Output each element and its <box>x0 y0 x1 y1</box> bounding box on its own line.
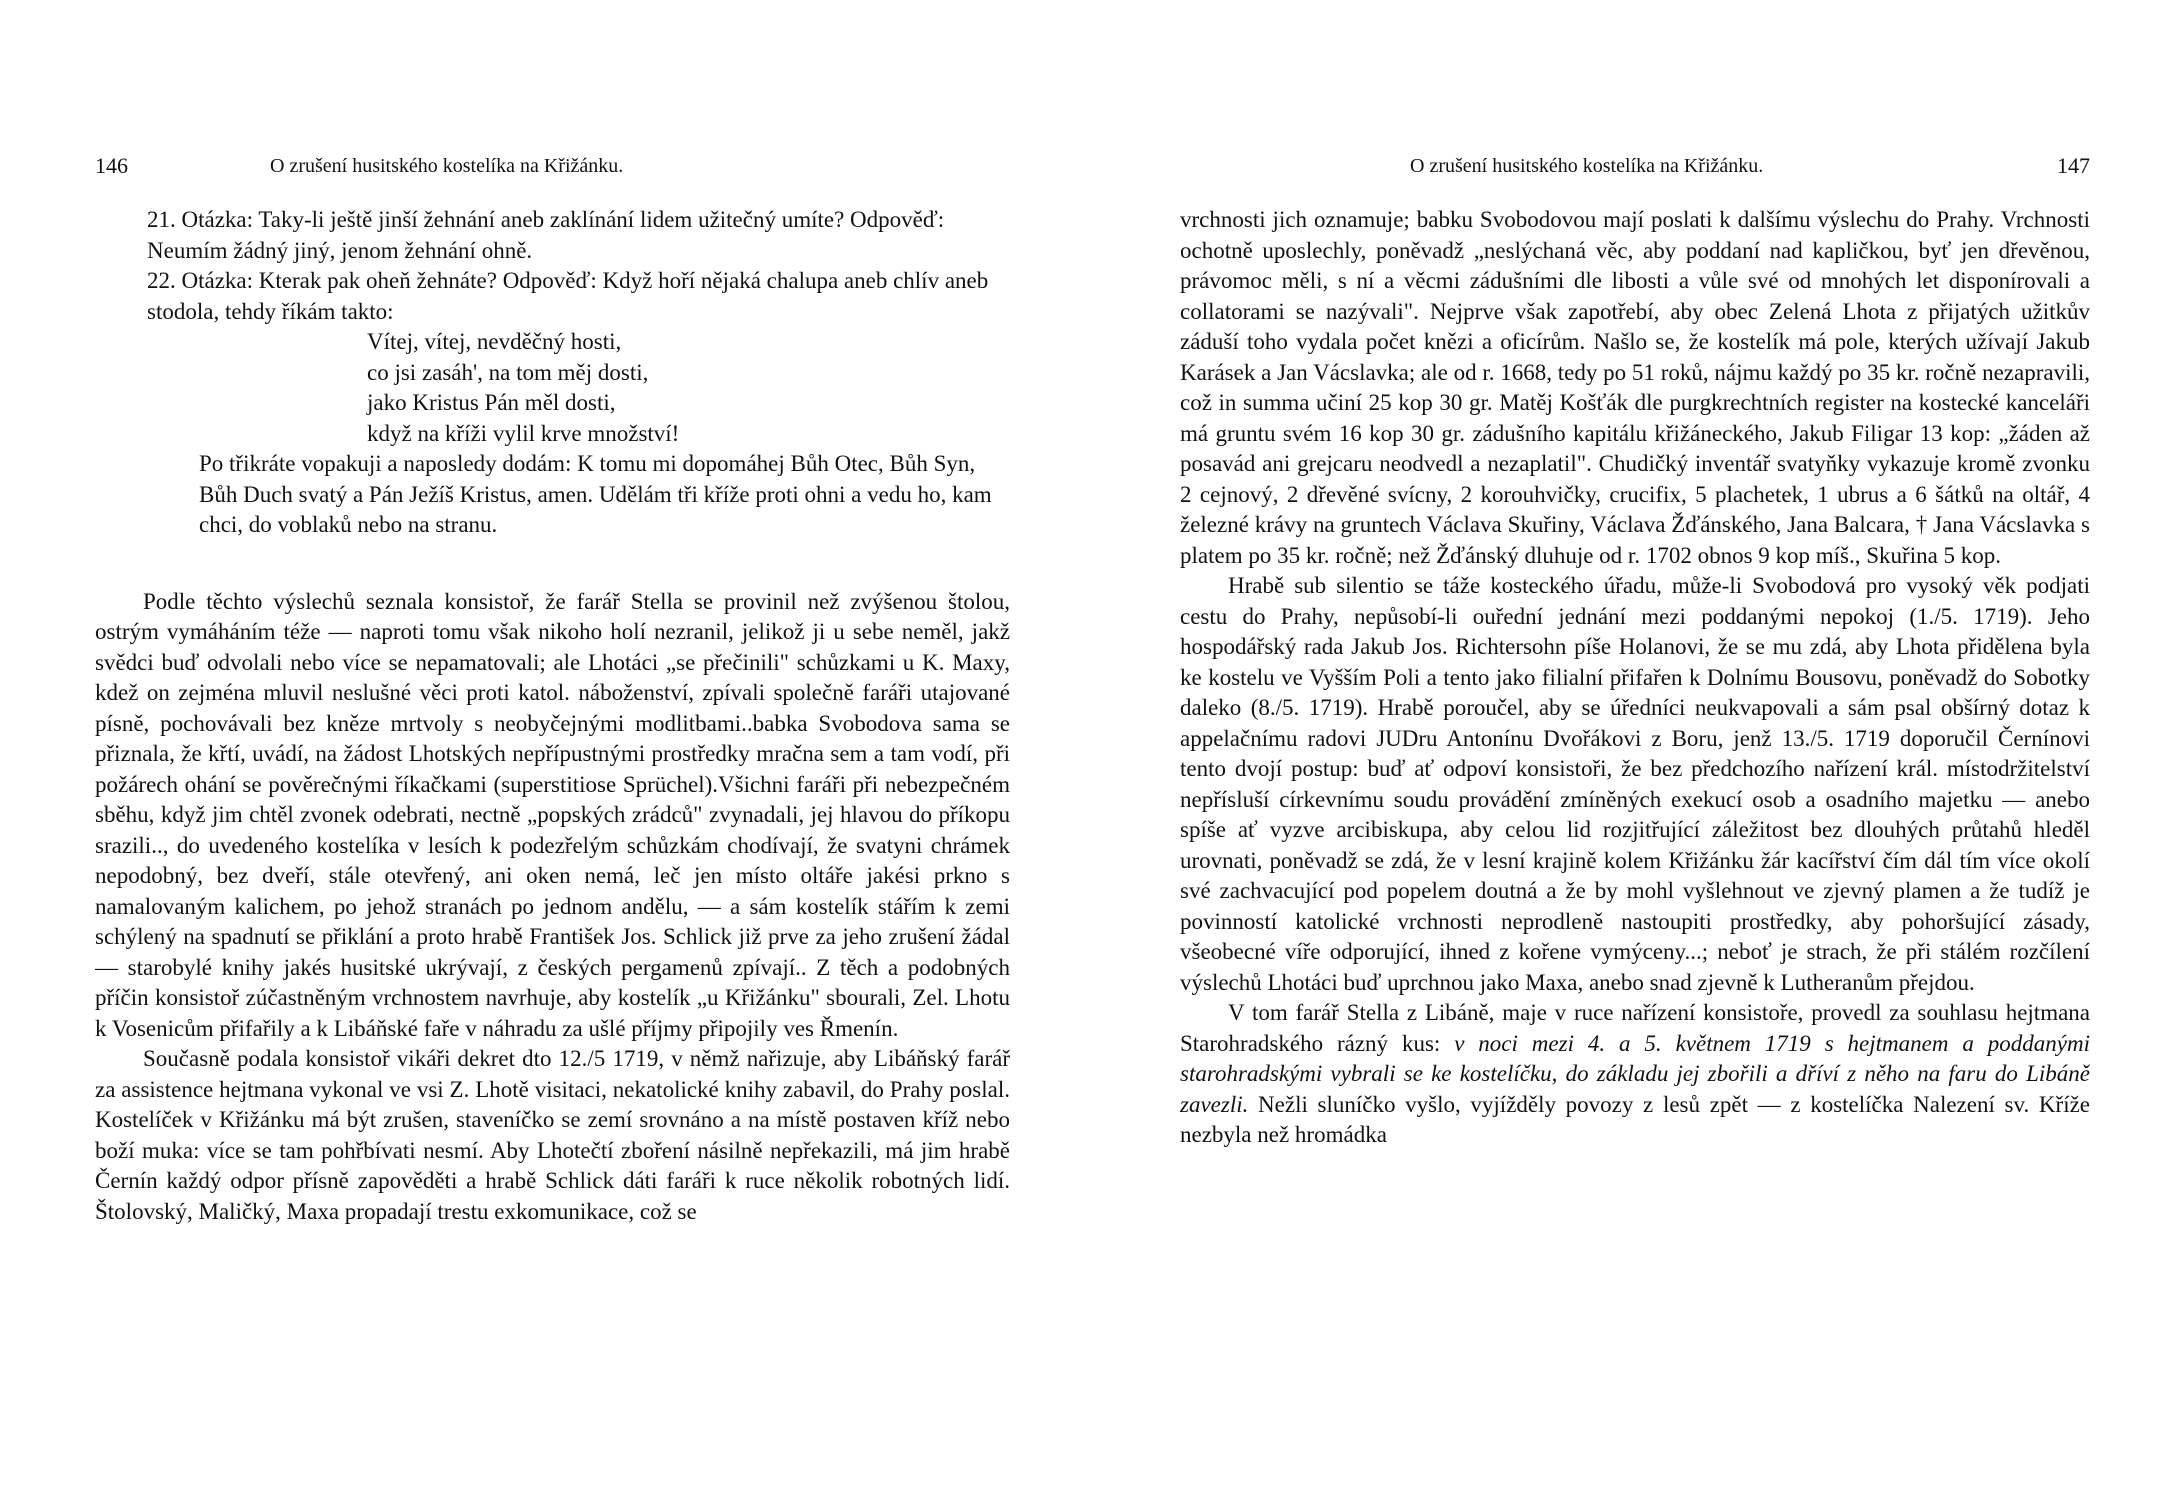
running-head-right <box>1180 150 2090 182</box>
page-body-left <box>95 205 1010 1227</box>
page-right <box>1180 0 2090 1500</box>
paragraph-italic-text: v noci mezi 4. a 5. květnem 1719 s hejtmanem a poddanými starohradskými vybrali se ke kostelíčku, do základu jej zbořili a dříví z něho na faru do Libáně zavezli. <box>1180 1030 2090 1117</box>
question-number: 22. <box>147 268 176 293</box>
paragraph-text: V tom farář Stella z Libáně, maje v ruce nařízení konsistoře, provedl za souhlasu hejtmana Starohradského rázný kus: <box>1180 1000 2090 1056</box>
question-number: 21. <box>147 207 176 232</box>
question-22 <box>147 266 1010 327</box>
question-text: Otázka: Kterak pak oheň žehnáte? Odpověď: Když hoří nějaká chalupa aneb chlív aneb stodola, tehdy říkám takto: <box>147 268 989 324</box>
paragraph: Podle těchto výslechů seznala konsistoř, že farář Stella se provinil než zvýšenou štolou, ostrým vymáháním téže — naproti tomu však nikoho holí nezranil, jelikož ji u sebe neměl, jakž svědci buď odvolali nebo více se nepamatovali; ale Lhotáci „se přečinili" schůzkami u K. Maxy, kdež on zejména mluvil neslušné věci proti katol. náboženství, zpívali společně faráři utajované písně, pochovávali bez kněze mrtvoly s neobyčejnými modlitbami..babka Svobodova sama se přiznala, že křtí, uvádí, na žádost Lhotských nepřípustnými prostředky mračna sem a tam vodí, při požárech ohání se pověrečnými říkačkami (superstitiose Sprüchel).Všichni faráři při nebezpečném sběhu, když jim chtěl zvonek odebrati, nectně „popských zrádců" zvynadali, jej hlavou do příkopu srazili.., do uvedeného kostelíka v lesích k podezřelým schůzkám chodívají, že svatyni chrámek nepodobný, bez dveří, stále otevřený, ani oken nemá, leč jen místo oltáře jakési prkno s namalovaným kalichem, po jehož stranách po jednom andělu, — a sám kostelík stářím k zemi schýlený na spadnutí se přiklání a proto hrabě František Jos. Schlick již prve za jeho zrušení žádal — starobylé knihy jakés husitské ukrývají, z českých pergamenů zpívají.. Z těch a podobných příčin konsistoř zúčastněným vrchnostem navrhuje, aby kostelík „u Křižánku" sbourali, Zel. Lhotu k Vosenicům přifařily a k Libáňské faře v náhradu za ušlé příjmy připojily ves Řmenín. <box>95 588 1010 1041</box>
answer-closing: Po třikráte vopakuji a naposledy dodám: K tomu mi dopomáhej Bůh Otec, Bůh Syn, Bůh Duch svatý a Pán Ježíš Kristus, amen. Udělám tři kříže proti ohni a vedu ho, kam chci, do voblaků nebo na stranu. <box>199 451 992 537</box>
page-left <box>95 0 1010 1500</box>
paragraph-final <box>1180 998 2090 1151</box>
page-number-right: 147 <box>2057 153 2090 178</box>
running-head-title-left: O zrušení husitského kostelíka na Křižánku. <box>270 155 624 177</box>
paragraph: vrchnosti jich oznamuje; babku Svobodovou mají poslati k dalšímu výslechu do Prahy. Vrchnosti ochotně uposlechly, poněvadž „neslýchaná věc, aby poddaní nad kapličkou, byť jen dřevěnou, právomoc měli, s ní a věcmi zádušními dle libosti a vůle své od mnohých let disponírovali a collatorami se nazývali". Nejprve však zapotřebí, aby obec Zelená Lhota z přijatých užitkův záduší toho vydala počet knězi a oficírům. Našlo se, že kostelík má pole, kterých užívají Jakub Karásek a Jan Vácslavka; ale od r. 1668, tedy po 51 roků, nájmu každý po 35 kr. ročně nezapravili, což in summa učiní 25 kop 30 gr. Matěj Košťák dle purgkrechtních register na kostecké kanceláři má gruntu svém 16 kop 30 gr. zádušního kapitálu křižáneckého, Jakub Filigar 13 kop: „žáden až posavád ani grejcaru neodvedl a nezaplatil". Chudičký inventář svatyňky vykazuje kromě zvonku 2 cejnový, 2 dřevěné svícny, 2 korouhvičky, crucifix, 5 plachetek, 1 ubrus a 6 šátků na oltář, 4 železné krávy na gruntech Václava Skuřiny, Václava Žďánského, Jana Balcara, † Jana Vácslavka s platem po 35 kr. ročně; než Žďánský dluhuje od r. 1702 obnos 9 kop míš., Skuřina 5 kop. <box>1180 207 2090 568</box>
paragraph: Hrabě sub silentio se táže kosteckého úřadu, může-li Svobodová pro vysoký věk podjati cestu do Prahy, nepůsobí-li ouřední jednání mezi poddanými nepokoj (1./5. 1719). Jeho hospodářský rada Jakub Jos. Richtersohn píše Holanovi, že se mu zdá, aby Lhota přidělena byla ke kostelu ve Vyšším Poli a tento jako filialní přifařen k Dolnímu Bousovu, poněvadž do Sobotky daleko (8./5. 1719). Hrabě poroučel, aby se úředníci neukvapovali a sám psal obšírný dotaz k appelačnímu radovi JUDru Antonínu Dvořákovi z Boru, jenž 13./5. 1719 doporučil Černínovi tento dvojí postup: buď ať odpoví konsistoři, že bez předchozího nařízení král. místodržitelství nepřísluší církevnímu soudu provádění zmíněných exekucí osob a osadního majetku — anebo spíše ať vyzve arcibiskupa, aby celou lid rozjitřující záležitost bez dlouhých průtahů hleděl urovnati, poněvadž se zdá, že v lesní krajině kolem Křižánku žár kacířství čím dál tím více okolí své zachvacující pod popelem doutná a že by mohl vyšlehnout ve zjevný plamen a že tudíž je povinností katolické vrchnosti neprodleně nastoupiti prostředky, aby pohoršující zásady, všeobecné víře odporující, ihned z kořene vymýceny...; neboť je strach, že při stálém rozčílení výslechů Lhotáci buď uprchnou jako Maxa, anebo snad zjevně k Lutheranům přejdou. <box>1180 573 2090 995</box>
verse-line: Vítej, vítej, nevděčný hosti, <box>367 329 622 354</box>
verse-line: když na kříži vylil krve množství! <box>367 420 680 446</box>
running-head-title-right: O zrušení husitského kostelíka na Křižánku. <box>1410 155 1764 177</box>
page-body-right <box>1180 205 2090 1151</box>
fire-blessing-verse <box>147 327 1010 449</box>
question-21 <box>147 205 1010 266</box>
question-text: Otázka: Taky-li ještě jinší žehnání aneb zaklínání lidem užitečný umíte? Odpověď: Neumím žádný jiný, jenom žehnání ohně. <box>147 207 945 263</box>
paragraph: Současně podala konsistoř vikáři dekret dto 12./5 1719, v němž nařizuje, aby Libáňský farář za assistence hejtmana vykonal ve vsi Z. Lhotě visitaci, nekatolické knihy zabavil, do Prahy poslal. Kostelíček v Křižánku má být zrušen, staveníčko se zemí srovnáno a na místě postaven kříž nebo boží muka: více se tam pohřbívati nesmí. Aby Lhotečtí zboření násilně nepřekazili, má jim hrabě Černín každý odpor přísně zapověděti a hrabě Schlick dáti faráři k ruce několik robotných lidí. Štolovský, Maličký, Maxa propadají trestu exkomunikace, což se <box>95 1046 1010 1224</box>
running-head-left <box>95 150 1010 182</box>
verse-line: co jsi zasáh', na tom měj dosti, <box>367 359 649 385</box>
verse-line: jako Kristus Pán měl dosti, <box>367 390 616 415</box>
page-number-left: 146 <box>95 153 128 178</box>
interrogation-block <box>95 205 1010 541</box>
paragraph-text: Nežli sluníčko vyšlo, vyjížděly povozy z lesů zpět — z kostelíčka Nalezení sv. Kříže nezbyla než hromádka <box>1180 1091 2090 1147</box>
